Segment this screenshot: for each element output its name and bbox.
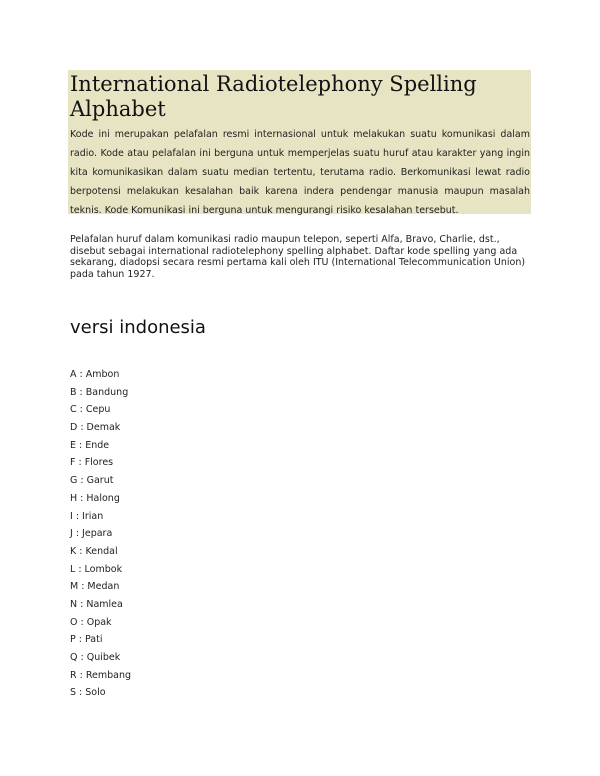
alphabet-list [70,366,131,702]
list-item: N : Namlea [70,598,123,610]
section-heading: versi indonesia [70,317,206,338]
list-item: O : Opak [70,616,112,628]
list-item: I : Irian [70,510,104,522]
list-item: S : Solo [70,687,106,699]
list-item: R : Rembang [70,669,132,681]
page-title: International Radiotelephony Spelling Alphabet [70,72,477,121]
list-item: G : Garut [70,475,114,487]
list-item: E : Ende [70,439,110,451]
list-item: Q : Quibek [70,652,121,663]
list-item: B : Bandung [70,386,129,398]
intro-paragraph: Kode ini merupakan pelafalan resmi internasional untuk melakukan suatu komunikasi dalam radio. Kode atau pelafalan ini berguna untuk memperjelas suatu huruf atau karakter yang ingin kita komunikasikan dalam suatu median tertentu, terutama radio. Berkomunikasi lewat radio berpotensi melakukan kesalahan baik karena indera pendengar manusia maupun masalah teknis. Kode Komunikasi ini berguna untuk mengurangi risiko kesalahan tersebut. [70,129,530,216]
list-item: P : Pati [70,634,103,646]
list-item: C : Cepu [70,404,111,416]
list-item: H : Halong [70,492,120,504]
list-item: L : Lombok [70,563,123,575]
description-paragraph: Pelafalan huruf dalam komunikasi radio maupun telepon, seperti Alfa, Bravo, Charlie, dst., disebut sebagai international radiotelephony spelling alphabet. Daftar kode spelling yang ada sekarang, diadopsi secara resmi pertama kali oleh ITU (International Telecommunication Union) pada tahun 1927. [70,234,526,280]
list-item: J : Jepara [70,528,113,540]
list-item: K : Kendal [70,545,118,557]
list-item: F : Flores [70,457,114,469]
list-item: A : Ambon [70,369,120,380]
list-item: M : Medan [70,581,120,593]
list-item: D : Demak [70,422,121,434]
